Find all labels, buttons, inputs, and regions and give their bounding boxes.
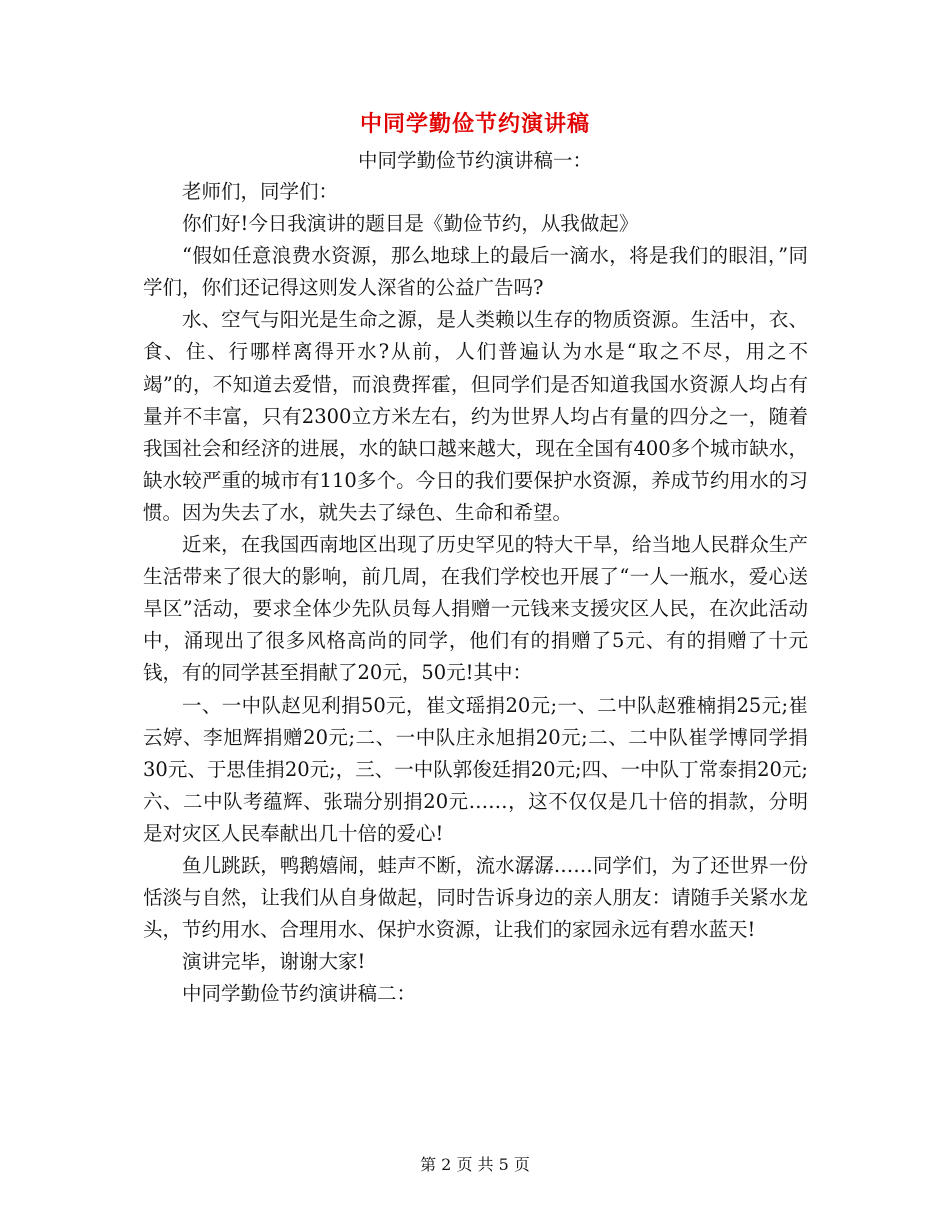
document-body bbox=[143, 176, 808, 1010]
paragraph-topic: 你们好!今日我演讲的题目是《勤俭节约，从我做起》 bbox=[182, 212, 639, 236]
paragraph-greeting: 老师们，同学们： bbox=[182, 180, 339, 203]
document-title: 中同学勤俭节约演讲稿 bbox=[359, 111, 590, 137]
page-footer: 第 2 页 共 5 页 bbox=[420, 1155, 530, 1174]
paragraph-drought: 近来，在我国西南地区出现了历史罕见的特大干旱，给当地人民群众生产生活带来了很大的影响，前几周，在我们学校也开展了“一人一瓶水，爱心送旱区”活动，要求全体少先队员每人捐赠一元钱来支援灾区人民，在次此活动中，涌现出了很多风格高尚的同学，他们有的捐赠了5元、有的捐赠了十元钱，有的同学甚至捐献了20元，50元!其中： bbox=[143, 533, 808, 685]
paragraph-water-resources: 水、空气与阳光是生命之源，是人类赖以生存的物质资源。生活中，衣、食、住、行哪样离得开水?从前，人们普遍认为水是“取之不尽，用之不竭”的，不知道去爱惜，而浪费挥霍，但同学们是否知道我国水资源人均占有量并不丰富，只有2300立方米左右，约为世界人均占有量的四分之一，随着我国社会和经济的进展，水的缺口越来越大，现在全国有400多个城市缺水，缺水较严重的城市有110多个。今日的我们要保护水资源，养成节约用水的习惯。因为失去了水，就失去了绿色、生命和希望。 bbox=[143, 308, 808, 524]
document-subtitle: 中同学勤俭节约演讲稿一： bbox=[357, 149, 592, 172]
paragraph-donations: 一、一中队赵见利捐50元，崔文瑶捐20元;一、二中队赵雅楠捐25元;崔云婷、李旭辉捐赠20元;二、一中队庄永旭捐20元;二、二中队崔学博同学捐30元、于思佳捐20元;，三、一中队郭俊廷捐20元;四、一中队丁常泰捐20元;六、二中队考蕴辉、张瑞分别捐20元……，这不仅仅是几十倍的捐款，分明是对灾区人民奉献出几十倍的爱心! bbox=[143, 693, 808, 845]
paragraph-quote: “假如任意浪费水资源，那么地球上的最后一滴水，将是我们的眼泪，”同学们，你们还记得这则发人深省的公益广告吗? bbox=[143, 244, 808, 300]
paragraph-closing: 演讲完毕，谢谢大家! bbox=[182, 950, 366, 974]
paragraph-next-speech: 中同学勤俭节约演讲稿二： bbox=[182, 982, 417, 1006]
paragraph-appeal: 鱼儿跳跃，鸭鹅嬉闹，蛙声不断，流水潺潺……同学们，为了还世界一份恬淡与自然，让我们从自身做起，同时告诉身边的亲人朋友：请随手关紧水龙头，节约用水、合理用水、保护水资源，让我们的家园永远有碧水蓝天! bbox=[143, 853, 808, 942]
